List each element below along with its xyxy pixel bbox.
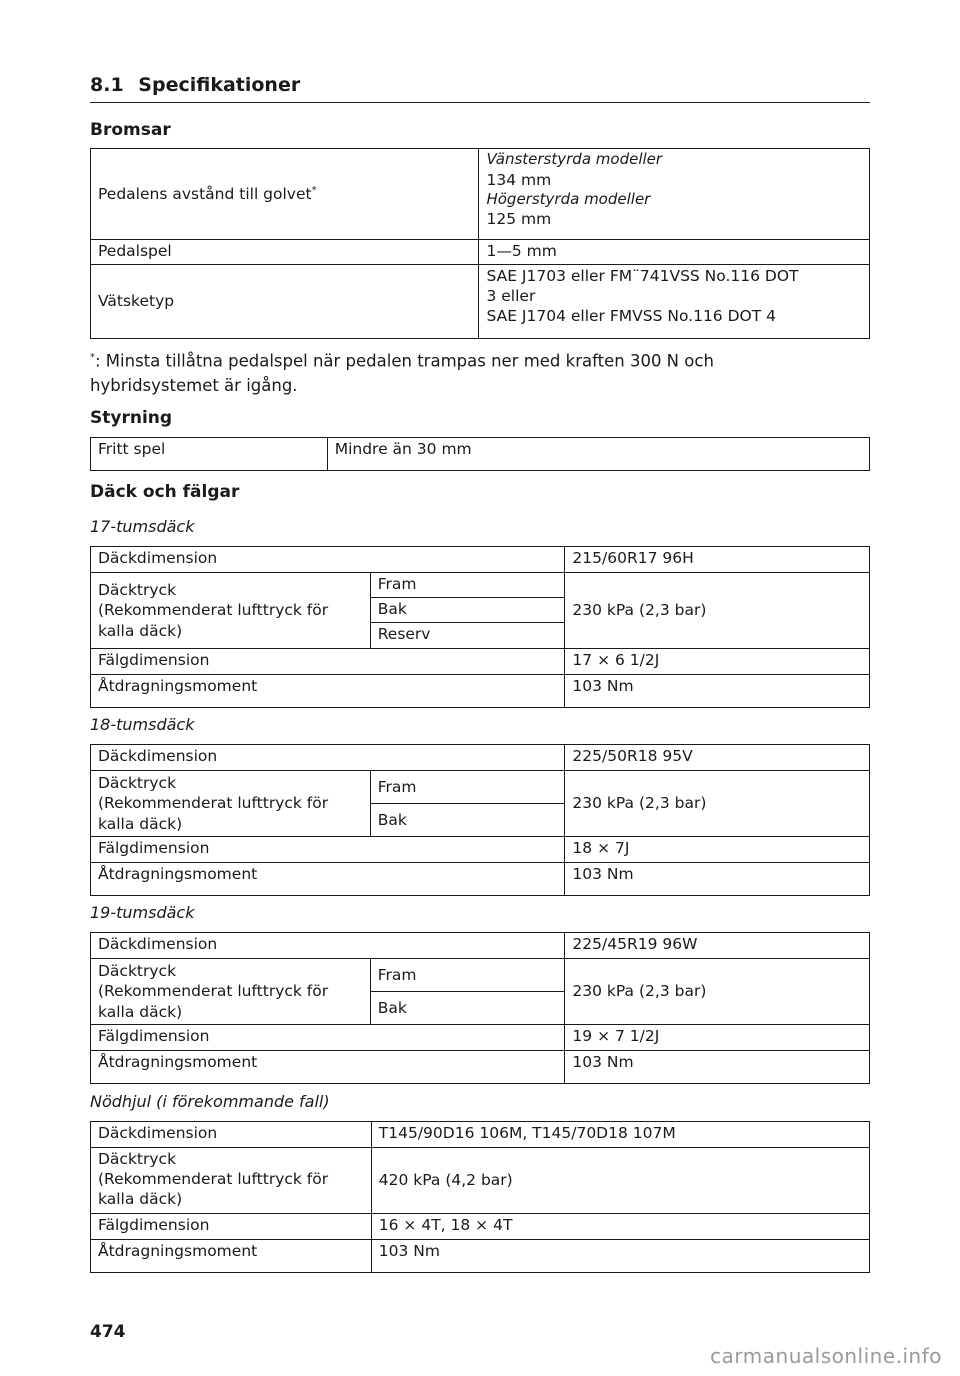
pressure-label-cell [91, 573, 371, 649]
rhd-value: 125 mm [486, 210, 552, 229]
table-row [91, 1122, 870, 1148]
table-row [91, 863, 870, 896]
free-play-value: Mindre än 30 mm [327, 438, 869, 471]
page-number: 474 [90, 1322, 126, 1342]
pedal-distance-value-cell [479, 149, 870, 240]
brakes-footnote [90, 346, 790, 398]
rim-label: Fälgdimension [91, 649, 565, 675]
dim-value: T145/90D16 106M, T145/70D18 107M [371, 1122, 869, 1148]
rear-label: Bak [370, 804, 565, 837]
front-label: Fram [370, 959, 565, 992]
dim-label: Däckdimension [91, 547, 565, 573]
pressure-label-2: (Rekommenderat lufttryck för [98, 1170, 329, 1189]
rim-value: 16 × 4T, 18 × 4T [371, 1214, 869, 1240]
torque-label: Åtdragningsmoment [91, 1240, 372, 1273]
pressure-value: 230 kPa (2,3 bar) [565, 771, 870, 837]
section-title [90, 74, 870, 103]
rim-label: Fälgdimension [91, 1214, 372, 1240]
torque-label: Åtdragningsmoment [91, 1051, 565, 1084]
table-row [91, 1148, 870, 1214]
pressure-value: 230 kPa (2,3 bar) [565, 959, 870, 1025]
torque-label: Åtdragningsmoment [91, 675, 565, 708]
fluid-line-3: SAE J1704 eller FMVSS No.116 DOT 4 [486, 307, 776, 326]
pressure-label-3: kalla däck) [98, 814, 183, 833]
section-number: 8.1 [90, 74, 124, 96]
spare-wheel-title: Nödhjul (i förekommande fall) [90, 1092, 330, 1111]
pedal-play-label: Pedalspel [91, 240, 479, 265]
torque-value: 103 Nm [371, 1240, 869, 1273]
fluid-line-1: SAE J1703 eller FM¨741VSS No.116 DOT [486, 267, 799, 285]
pressure-label-3: kalla däck) [98, 1190, 183, 1209]
fluid-line-2: 3 eller [486, 287, 536, 306]
rear-label: Bak [370, 992, 565, 1025]
dim-label: Däckdimension [91, 933, 565, 959]
table-row [91, 745, 870, 771]
footnote-mark: * [311, 184, 317, 196]
tires-17-title: 17-tumsdäck [90, 517, 195, 536]
lhd-label: Vänsterstyrda modeller [486, 150, 663, 168]
pressure-label-2: (Rekommenderat lufttryck för [98, 982, 329, 1001]
table-row [91, 1051, 870, 1084]
table-row [91, 149, 870, 240]
pressure-value: 420 kPa (4,2 bar) [371, 1148, 869, 1214]
spare-wheel-table [90, 1121, 870, 1273]
tires-18-title: 18-tumsdäck [90, 715, 195, 734]
table-row [91, 438, 870, 471]
pressure-label-1: Däcktryck [98, 581, 177, 600]
rim-value: 19 × 7 1/2J [565, 1025, 870, 1051]
pressure-value: 230 kPa (2,3 bar) [565, 573, 870, 649]
footnote-line-1: : Minsta tillåtna pedalspel när pedalen trampas ner med kraften 300 N och [95, 351, 714, 371]
dim-label: Däckdimension [91, 745, 565, 771]
torque-value: 103 Nm [565, 863, 870, 896]
watermark: carmanualsonline.info [710, 1344, 942, 1368]
pedal-play-value: 1—5 mm [479, 240, 870, 265]
table-row [91, 837, 870, 863]
table-row [91, 573, 870, 598]
table-row [91, 649, 870, 675]
fluid-value-cell [479, 265, 870, 339]
dim-value: 225/45R19 96W [565, 933, 870, 959]
table-row [91, 933, 870, 959]
dim-value: 225/50R18 95V [565, 745, 870, 771]
footnote-line-2: hybridsystemet är igång. [90, 375, 298, 395]
pressure-label-cell [91, 771, 371, 837]
table-row [91, 675, 870, 708]
table-row [91, 1240, 870, 1273]
rear-label: Bak [370, 598, 565, 623]
footnote-mark: * [90, 352, 95, 363]
rim-label: Fälgdimension [91, 837, 565, 863]
rim-value: 17 × 6 1/2J [565, 649, 870, 675]
torque-value: 103 Nm [565, 1051, 870, 1084]
front-label: Fram [370, 771, 565, 804]
table-row [91, 959, 870, 992]
pedal-distance-label-cell [91, 149, 479, 240]
brakes-heading: Bromsar [90, 120, 171, 140]
tires-19-title: 19-tumsdäck [90, 903, 195, 922]
steering-table [90, 437, 870, 471]
table-row [91, 1025, 870, 1051]
pressure-label-1: Däcktryck [98, 1150, 177, 1168]
table-row [91, 1214, 870, 1240]
front-label: Fram [370, 573, 565, 598]
tires-17-table [90, 546, 870, 708]
tires-19-table [90, 932, 870, 1084]
pressure-label-cell [91, 1148, 372, 1214]
tires-heading: Däck och fälgar [90, 482, 240, 502]
table-row [91, 265, 870, 339]
table-row [91, 547, 870, 573]
pressure-label-2: (Rekommenderat lufttryck för [98, 794, 329, 813]
pressure-label-2: (Rekommenderat lufttryck för [98, 601, 329, 620]
torque-label: Åtdragningsmoment [91, 863, 565, 896]
table-row [91, 771, 870, 804]
dim-value: 215/60R17 96H [565, 547, 870, 573]
steering-heading: Styrning [90, 408, 173, 428]
rim-label: Fälgdimension [91, 1025, 565, 1051]
pedal-distance-label: Pedalens avstånd till golvet [98, 185, 312, 203]
table-row [91, 240, 870, 265]
rhd-label: Högerstyrda modeller [486, 189, 651, 208]
section-title-text: Specifikationer [138, 74, 301, 96]
brakes-table [90, 148, 870, 339]
lhd-value: 134 mm [486, 170, 552, 189]
spare-label: Reserv [370, 623, 565, 649]
pressure-label-3: kalla däck) [98, 1002, 183, 1021]
fluid-label: Vätsketyp [91, 265, 479, 339]
pressure-label-1: Däcktryck [98, 774, 177, 793]
pressure-label-1: Däcktryck [98, 962, 177, 981]
pressure-label-cell [91, 959, 371, 1025]
free-play-label: Fritt spel [91, 438, 328, 471]
dim-label: Däckdimension [91, 1122, 372, 1148]
rim-value: 18 × 7J [565, 837, 870, 863]
tires-18-table [90, 744, 870, 896]
pressure-label-3: kalla däck) [98, 621, 183, 640]
torque-value: 103 Nm [565, 675, 870, 708]
